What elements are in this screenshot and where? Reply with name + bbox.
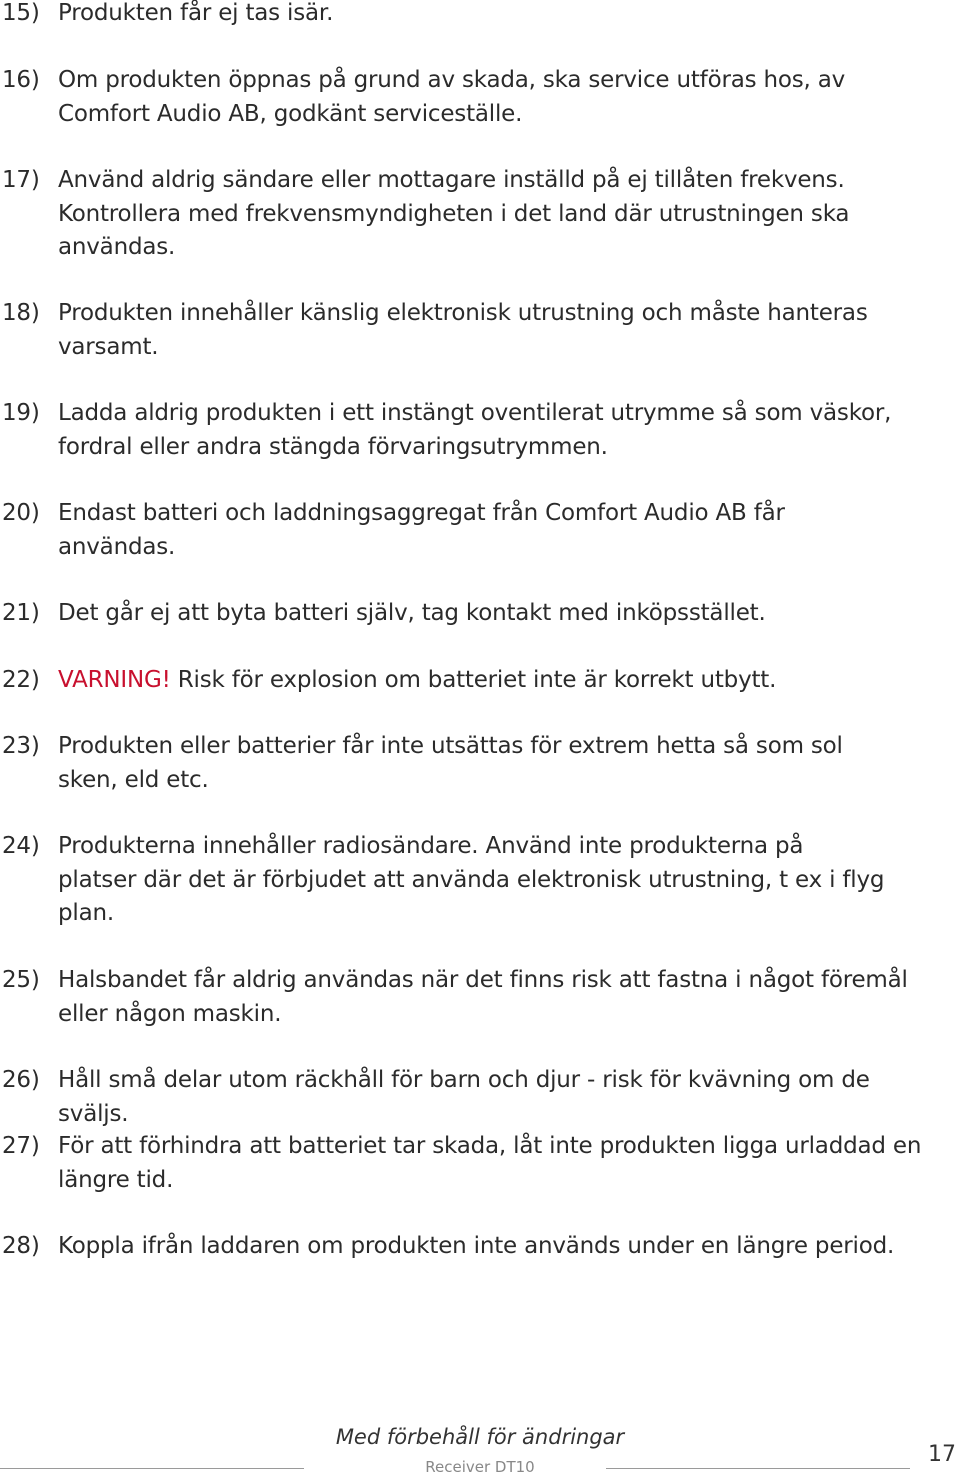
item-text: Produkten eller batterier får inte utsättas för extrem hetta så som sol sken, eld etc. (58, 733, 843, 793)
footer-product-name: Receiver DT10 (425, 1458, 535, 1476)
item-number: 25) (2, 967, 40, 993)
warning-label: VARNING! (58, 667, 171, 693)
item-number: 21) (2, 600, 40, 626)
item-number: 28) (2, 1233, 40, 1259)
item-number: 26) (2, 1067, 40, 1093)
item-number: 16) (2, 67, 40, 93)
item-text: Det går ej att byta batteri själv, tag kontakt med inköpsstället. (58, 600, 766, 626)
item-text: Produkten innehåller känslig elektronisk utrustning och måste hanteras varsamt. (58, 300, 868, 360)
item-text: Om produkten öppnas på grund av skada, ska service utföras hos, av Comfort Audio AB, godkänt serviceställe. (58, 67, 846, 127)
item-number: 19) (2, 400, 40, 426)
item-number: 20) (2, 500, 40, 526)
footer-disclaimer: Med förbehåll för ändringar (335, 1425, 625, 1449)
footer-divider-right (606, 1468, 910, 1469)
item-number: 15) (2, 0, 40, 26)
item-number: 18) (2, 300, 40, 326)
item-number: 23) (2, 733, 40, 759)
item-text: VARNING! Risk för explosion om batteriet inte är korrekt utbytt. (58, 667, 777, 693)
item-text: För att förhindra att batteriet tar skada, låt inte produkten ligga urladdad en längre tid. (58, 1133, 922, 1193)
item-text: Produkten får ej tas isär. (58, 0, 334, 26)
item-number: 22) (2, 667, 40, 693)
item-text: Använd aldrig sändare eller mottagare inställd på ej tillåten frekvens. Kontrollera med frekvensmyndigheten i det land där utrustningen ska användas. (58, 167, 850, 260)
item-text: Produkterna innehåller radiosändare. Använd inte produkterna på platser där det är förbjudet att använda elektronisk utrustning, t ex i flyg plan. (58, 833, 885, 926)
item-number: 17) (2, 167, 40, 193)
page-number: 17 (928, 1442, 956, 1467)
item-number: 27) (2, 1133, 40, 1159)
item-text: Håll små delar utom räckhåll för barn och djur - risk för kvävning om de sväljs. (58, 1067, 870, 1127)
footer-divider-left (0, 1468, 304, 1469)
item-number: 24) (2, 833, 40, 859)
item-text: Endast batteri och laddningsaggregat från Comfort Audio AB får användas. (58, 500, 785, 560)
item-text: Ladda aldrig produkten i ett instängt oventilerat utrymme så som väskor, fordral eller andra stängda förvaringsutrymmen. (58, 400, 892, 460)
item-text: Halsbandet får aldrig användas när det finns risk att fastna i något föremål eller någon maskin. (58, 967, 908, 1027)
item-text: Koppla ifrån laddaren om produkten inte används under en längre period. (58, 1233, 895, 1259)
